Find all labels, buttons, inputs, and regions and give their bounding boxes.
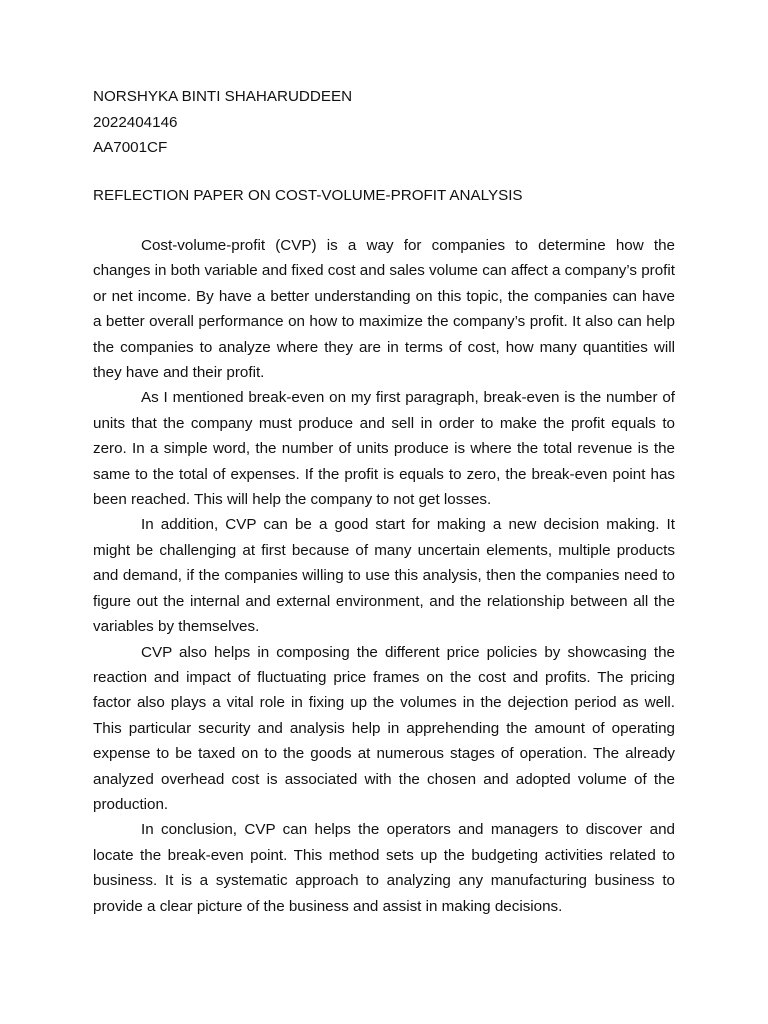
paragraph-break-even: As I mentioned break-even on my first paragraph, break-even is the number of units that the company must produce and sell in order to make the profit equals to zero. In a simple word, the number of units produce is where the total revenue is the same to the total of expenses. If the profit is equals to zero, the break-even point has been reached. This will help the company to not get losses.	[93, 389, 675, 509]
author-block	[93, 84, 683, 161]
document-body	[93, 233, 675, 919]
author-name: NORSHYKA BINTI SHAHARUDDEEN	[93, 88, 353, 105]
student-id: 2022404146	[93, 113, 178, 131]
paragraph-conclusion: In conclusion, CVP can helps the operators and managers to discover and locate the break-even point. This method sets up the budgeting activities related to business. It is a systematic approach to analyzing any manufacturing business to provide a clear picture of the business and assist in making decisions.	[93, 821, 675, 915]
course-code: AA7001CF	[93, 139, 168, 156]
paragraph-decision-making: In addition, CVP can be a good start for making a new decision making. It might be challenging at first because of many uncertain elements, multiple products and demand, if the companies willing to use this analysis, then the companies need to figure out the internal and external environment, and the relationship between all the variables by themselves.	[93, 516, 675, 636]
paragraph-price-policies: CVP also helps in composing the different price policies by showcasing the reaction and impact of fluctuating price frames on the cost and profits. The pricing factor also plays a vital role in fixing up the volumes in the dejection period as well. This particular security and analysis help in apprehending the amount of operating expense to be taxed on to the goods at numerous stages of operation. The already analyzed overhead cost is associated with the chosen and adopted volume of the production.	[93, 643, 675, 813]
paragraph-introduction: Cost-volume-profit (CVP) is a way for companies to determine how the changes in both variable and fixed cost and sales volume can affect a company’s profit or net income. By have a better understanding on this topic, the companies can have a better overall performance on how to maximize the company’s profit. It also can help the companies to analyze where they are in terms of cost, how many quantities will they have and their profit.	[93, 237, 675, 382]
document-title: REFLECTION PAPER ON COST-VOLUME-PROFIT ANALYSIS	[93, 187, 523, 204]
